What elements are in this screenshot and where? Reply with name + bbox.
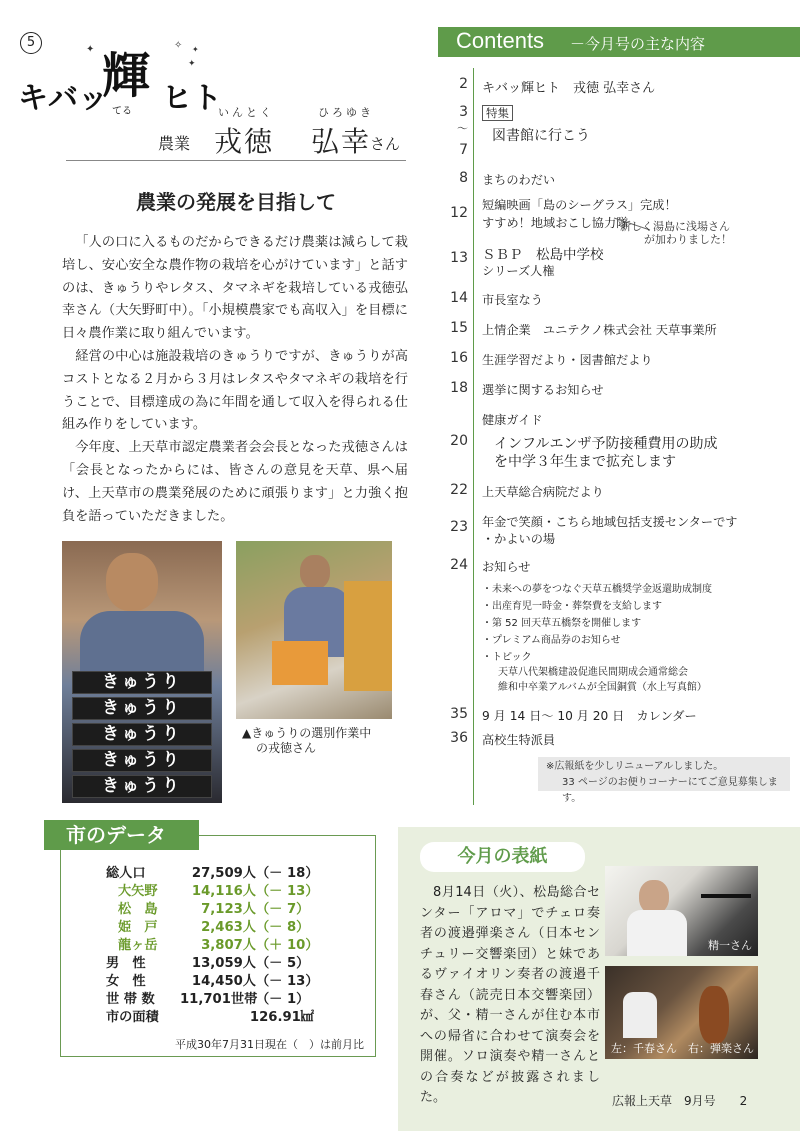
data-label: 女 性: [106, 974, 146, 989]
toc-item[interactable]: キバッ輝ヒト 戎徳 弘幸さん: [482, 81, 656, 96]
toc-item[interactable]: 市長室なう: [482, 293, 543, 307]
violinist-photo: [605, 866, 758, 956]
svg-text:輝: 輝: [102, 48, 151, 104]
article-body: [62, 232, 408, 528]
renewal-notice: [538, 757, 790, 804]
toc-page-number: 36: [450, 730, 468, 746]
svg-text:てる: てる: [112, 106, 132, 117]
toc-page-number: 8: [459, 170, 468, 186]
data-label: 男 性: [106, 956, 146, 971]
toc-item[interactable]: 上天草総合病院だより: [482, 485, 604, 499]
data-diff: （＋ 10）: [256, 938, 319, 953]
photo-caption: 左：千春さん 右：弾楽さん: [611, 1042, 754, 1055]
note-line: が加わりました！: [644, 233, 732, 246]
article-paragraph: 経営の中心は施設栽培のきゅうりですが、きゅうりが高コストとなる２月から３月はレタスやタマネギの栽培を行うことで、目標達成の為に年間を通して収入を得られる仕組み作りをしています。: [62, 348, 408, 433]
toc-item[interactable]: 短編映画「島のシーグラス」完成！: [482, 198, 677, 212]
data-label: 市の面積: [106, 1010, 159, 1025]
cucumber-box: きゅうり: [72, 697, 212, 720]
toc-item[interactable]: ・かよいの場: [482, 532, 556, 546]
toc-subitem[interactable]: ・出産育児一時金・葬祭費を支給します: [482, 601, 662, 612]
toc-item[interactable]: シリーズ人権: [482, 264, 555, 278]
article-paragraph: 「人の口に入るものだからできるだけ農薬は減らして栽培し、安心安全な農作物の栽培を心がけています」と話すのは、きゅうりやレタス、タマネギを栽培している戎徳弘幸さん（大矢野町中）。「小規模農家でも高収入」を目標に日々農作業に取り組んでいます。: [62, 235, 408, 342]
feature-tag: 特集: [482, 105, 513, 121]
toc-section-label: 健康ガイド: [482, 413, 543, 427]
toc-item[interactable]: すすめ！地域おこし協力隊: [482, 216, 629, 230]
toc-item[interactable]: 選挙に関するお知らせ: [482, 383, 604, 397]
svg-text:✧: ✧: [174, 40, 183, 51]
toc-page-number: 12: [450, 205, 468, 221]
cucumber-box: きゅうり: [72, 671, 212, 694]
person-face: [639, 880, 669, 914]
toc-page-number: 20: [450, 433, 468, 449]
data-label: 姫 戸: [118, 920, 158, 935]
toc-subitem[interactable]: ・第 52 回天草五橋祭を開催します: [482, 618, 642, 629]
toc-page-number: 23: [450, 519, 468, 535]
person-face: [300, 555, 330, 589]
cucumber-box: きゅうり: [72, 749, 212, 772]
data-diff: （－ 8）: [256, 920, 310, 935]
contents-subtitle: －今月号の主な内容: [570, 35, 706, 53]
cello-figure: [699, 986, 729, 1044]
toc-item[interactable]: お知らせ: [482, 560, 531, 574]
contents-divider-line: [473, 68, 474, 805]
data-label: 大矢野: [118, 884, 158, 899]
toc-page-number: 7: [459, 142, 468, 158]
toc-item[interactable]: 高校生特派員: [482, 733, 556, 747]
toc-item[interactable]: インフルエンザ予防接種費用の助成: [494, 436, 718, 452]
data-diff: （－ 5）: [256, 956, 310, 971]
data-value: 11,701世帯: [180, 992, 258, 1007]
concert-photo: [605, 966, 758, 1059]
person-given-name: 弘幸: [311, 125, 372, 158]
toc-item[interactable]: 上情企業 ユニテクノ株式会社 天草事業所: [482, 323, 717, 337]
toc-page-number: 18: [450, 380, 468, 396]
toc-item[interactable]: を中学３年生まで拡充します: [494, 454, 676, 470]
toc-subitem[interactable]: ・プレミアム商品券のお知らせ: [482, 635, 621, 646]
toc-page-number: 16: [450, 350, 468, 366]
toc-page-number: 3: [459, 104, 468, 120]
toc-subitem[interactable]: 天草八代架橋建設促進民間期成会通常総会: [498, 667, 688, 678]
name-family-ruby: いんとく: [218, 106, 274, 119]
kibatteru-hito-logo: [16, 30, 222, 120]
data-value: 13,059人: [191, 956, 256, 971]
toc-subitem[interactable]: ・未来への夢をつなぐ天草五橋奨学金返還助成制度: [482, 584, 712, 595]
notice-line: ※広報紙を少しリニューアルしました。: [546, 761, 724, 772]
violinist-figure: [623, 992, 657, 1038]
cover-paragraph: 8月14日（火）、松島総合センター「アロマ」でチェロ奏者の渡邉弾楽さん（日本センチュリー交響楽団）と妹であるヴァイオリン奏者の渡邉千春さん（読売日本交響楽団）が、父・精一さんが住む本市への帰省に合わせて演奏会を開催。ソロ演奏や精一さんとの合奏などが披露されました。: [420, 885, 600, 1105]
name-honorific: さん: [370, 135, 401, 153]
data-label: 龍ヶ岳: [118, 938, 158, 953]
data-value: 126.91㎢: [249, 1010, 314, 1025]
article-headline: 農業の発展を目指して: [136, 190, 336, 214]
data-diff: （－ 13）: [256, 884, 319, 899]
toc-page-number: 2: [459, 76, 468, 92]
data-value: 7,123人: [201, 902, 256, 917]
cover-title: 今月の表紙: [420, 842, 585, 872]
city-data-title: 市のデータ: [44, 820, 199, 850]
data-diff: （－ 18）: [256, 866, 319, 881]
svg-text:✦: ✦: [86, 44, 95, 55]
toc-item[interactable]: まちのわだい: [482, 173, 556, 187]
toc-item[interactable]: ＳＢＰ 松島中学校: [482, 247, 604, 263]
cucumber-box: きゅうり: [72, 775, 212, 798]
toc-page-number: 15: [450, 320, 468, 336]
cucumber-box: きゅうり: [72, 723, 212, 746]
data-value: 14,116人: [191, 884, 256, 899]
data-value: 2,463人: [201, 920, 256, 935]
person-shirt: [627, 910, 687, 956]
data-label: 世 帯 数: [106, 992, 155, 1007]
toc-item[interactable]: 生涯学習だより・図書館だより: [482, 353, 653, 367]
svg-text:✦: ✦: [188, 59, 196, 69]
caption-line: の戎徳さん: [256, 741, 317, 755]
notice-line: 33 ページのお便りコーナーにてご意見募集します。: [562, 777, 778, 804]
farmer-with-boxes-photo: [62, 541, 222, 803]
data-diff: （－ 13）: [256, 974, 319, 989]
data-value: 27,509人: [191, 866, 256, 881]
svg-text:ヒト: ヒト: [162, 81, 222, 116]
article-paragraph: 今年度、上天草市認定農業者会会長となった戎徳さんは「会長となったからには、皆さんの意見を天草、県へ届け、上天草市の農業発展のために頑張ります」と力強く抱負を語っていただきました。: [62, 440, 408, 524]
toc-item[interactable]: 図書館に行こう: [492, 128, 590, 144]
cover-description: [420, 883, 600, 1109]
caption-line: ▲きゅうりの選別作業中: [242, 726, 372, 740]
data-label: 松 島: [118, 902, 158, 917]
toc-side-note: [620, 220, 780, 246]
photo-caption: [242, 726, 402, 756]
contents-title: Contents: [456, 28, 545, 53]
person-family-name: 戎徳: [214, 125, 275, 158]
photo-caption: 精一さん: [708, 939, 752, 952]
name-given-ruby: ひろゆき: [318, 106, 374, 119]
header-divider: [66, 160, 406, 161]
toc-page-number: 13: [450, 250, 468, 266]
toc-subitem[interactable]: 維和中卒業アルバムが全国銅賞（水上写真館）: [498, 682, 707, 693]
page-number-circle: 5: [20, 32, 42, 54]
sorting-cucumbers-photo: [236, 541, 392, 719]
music-stand: [701, 894, 751, 898]
data-value: 14,450人: [191, 974, 256, 989]
toc-page-number: 22: [450, 482, 468, 498]
toc-feature-tag: [482, 105, 513, 121]
toc-page-number: 24: [450, 557, 468, 573]
orange-crate: [272, 641, 328, 685]
note-line: 新しく湯島に浅場さん: [620, 220, 730, 233]
stacked-crates: [344, 581, 392, 691]
toc-page-number: 14: [450, 290, 468, 306]
toc-range-tilde: ～: [457, 122, 468, 135]
data-label: 総人口: [106, 866, 146, 881]
person-face: [106, 553, 158, 611]
contents-header: [438, 27, 800, 57]
toc-item[interactable]: 年金で笑顔・こちら地域包括支援センターです: [482, 515, 738, 529]
data-value: 3,807人: [201, 938, 256, 953]
data-diff: （－ 1）: [256, 992, 310, 1007]
page-footer: 広報上天草 9月号 2: [612, 1094, 748, 1108]
occupation: 農業: [158, 134, 191, 153]
svg-text:✦: ✦: [192, 45, 199, 54]
toc-subitem[interactable]: ・トピック: [482, 652, 532, 663]
city-data-note: 平成30年7月31日現在（ ）は前月比: [175, 1038, 364, 1051]
svg-text:キバッ: キバッ: [18, 81, 108, 116]
toc-page-number: 35: [450, 706, 468, 722]
toc-item[interactable]: 9 月 14 日～ 10 月 20 日 カレンダー: [482, 709, 697, 723]
data-diff: （－ 7）: [256, 902, 310, 917]
